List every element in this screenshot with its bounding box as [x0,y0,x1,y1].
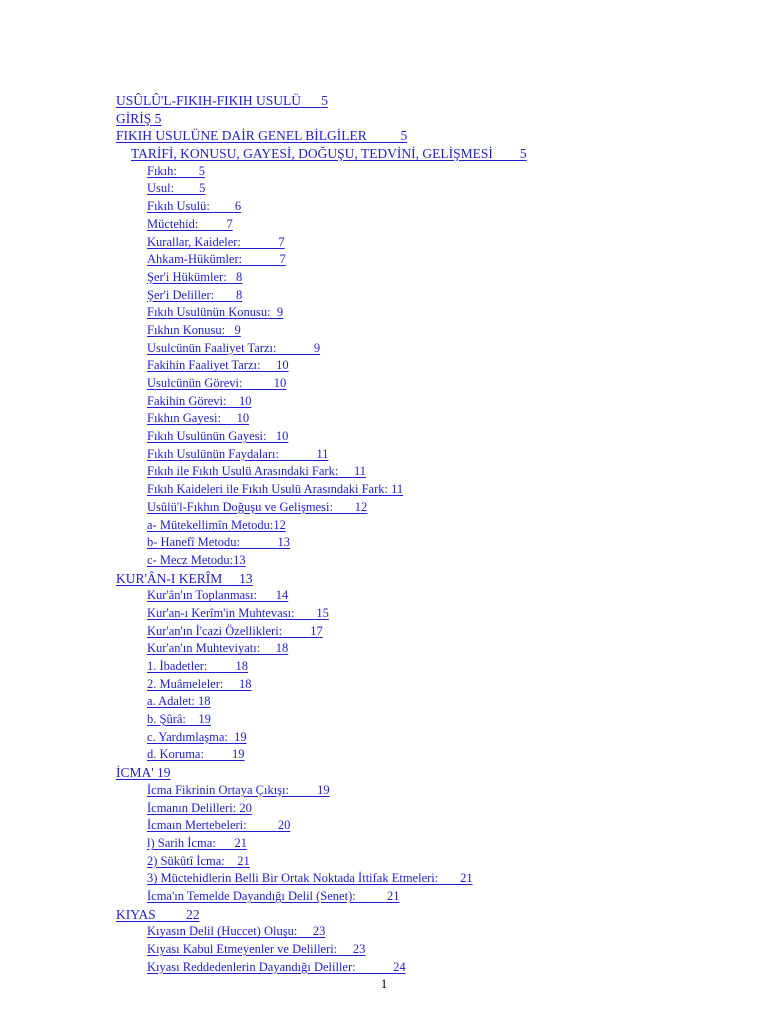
toc-link[interactable]: Fıkıh ile Fıkıh Usulü Arasındaki Fark: 11 [147,464,366,479]
toc-link[interactable]: TARİFİ, KONUSU, GAYESİ, DOĞUŞU, TEDVİNİ, GELİŞMESİ 5 [131,146,527,162]
toc-entry [0,393,768,411]
toc-link[interactable]: İcma Fikrinin Ortaya Çıkışı: 19 [147,782,330,797]
toc-link[interactable]: Fıkhın Konusu: 9 [147,322,241,337]
toc-link[interactable]: 2) Sükûtî İcma: 21 [147,853,250,868]
toc-entry [0,552,768,570]
toc-entry [0,658,768,676]
toc-link[interactable]: a- Mütekellimîn Metodu:12 [147,517,286,532]
toc-link[interactable]: 3) Müctehidlerin Belli Bir Ortak Noktada İttifak Etmeleri: 21 [147,871,473,886]
toc-entry [0,322,768,340]
toc-link[interactable]: GİRİŞ 5 [116,110,162,126]
toc-entry [0,180,768,198]
toc-entry [0,800,768,818]
toc-link[interactable]: Fıkıh Usulünün Konusu: 9 [147,305,284,320]
toc-entry [0,428,768,446]
toc-link[interactable]: Fıkıh Kaideleri ile Fıkıh Usulü Arasındaki Fark: 11 [147,482,404,497]
toc-entry [0,446,768,464]
toc-link[interactable]: c. Yardımlaşma: 19 [147,729,247,744]
toc-entry [0,835,768,853]
toc-link[interactable]: d. Koruma: 19 [147,747,245,762]
toc-entry [0,729,768,747]
toc-entry [0,517,768,535]
toc-link[interactable]: Kurallar, Kaideler: 7 [147,234,285,249]
toc-link[interactable]: Kur'an-ı Kerîm'in Muhtevası: 15 [147,605,329,620]
toc-link[interactable]: KIYAS 22 [116,906,200,922]
toc-entry [0,481,768,499]
toc-link[interactable]: Şer'i Deliller: 8 [147,287,243,302]
toc-entry [0,534,768,552]
toc-link[interactable]: 2. Muâmeleler: 18 [147,676,252,691]
toc-entry [0,145,768,163]
toc-entry [0,853,768,871]
toc-entry [0,269,768,287]
toc-entry [0,623,768,641]
toc-entry [0,410,768,428]
toc-link[interactable]: Fakihin Görevi: 10 [147,393,252,408]
toc-entry [0,127,768,145]
toc-entry [0,640,768,658]
toc-link[interactable]: b. Şûrâ: 19 [147,712,211,727]
toc-entry [0,216,768,234]
toc-link[interactable]: Fakihin Faaliyet Tarzı: 10 [147,358,289,373]
toc-link[interactable]: FIKIH USULÜNE DAİR GENEL BİLGİLER 5 [116,128,408,144]
toc-entry [0,693,768,711]
toc-entry [0,499,768,517]
toc-entry [0,906,768,924]
toc-link[interactable]: Usulcünün Faaliyet Tarzı: 9 [147,340,321,355]
toc-link[interactable]: Fıkıh: 5 [147,163,205,178]
page-number: 1 [380,976,388,991]
toc-link[interactable]: Kıyası Kabul Etmeyenler ve Delilleri: 23 [147,942,366,956]
toc-link[interactable]: Usûlü'l-Fıkhın Doğuşu ve Gelişmesi: 12 [147,499,368,514]
toc-link[interactable]: Fıkıh Usulü: 6 [147,199,242,214]
toc-entry [0,570,768,588]
toc-entry [0,110,768,128]
toc-entry [0,605,768,623]
toc-link[interactable]: İcmaın Mertebeleri: 20 [147,818,291,833]
toc-entry [0,463,768,481]
toc-entry [0,287,768,305]
table-of-contents [0,92,768,976]
toc-entry [0,587,768,605]
toc-entry [0,817,768,835]
toc-link[interactable]: Müctehid: 7 [147,216,233,231]
toc-entry [0,941,768,959]
toc-link[interactable]: İcmanın Delilleri: 20 [147,800,252,815]
toc-link[interactable]: Kur'an'ın Muhteviyatı: 18 [147,641,289,656]
toc-link[interactable]: Kur'ân'ın Toplanması: 14 [147,588,289,603]
toc-entry [0,959,768,977]
toc-link[interactable]: Usul: 5 [147,181,206,196]
toc-entry [0,163,768,181]
toc-link[interactable]: KUR'ÂN-I KERÎM 13 [116,570,253,586]
toc-entry [0,888,768,906]
toc-entry [0,676,768,694]
toc-link[interactable]: 1. İbadetler: 18 [147,659,249,673]
toc-entry [0,92,768,110]
toc-link[interactable]: Fıkıh Usulünün Faydaları: 11 [147,446,329,461]
toc-entry [0,234,768,252]
toc-entry [0,304,768,322]
toc-link[interactable]: b- Hanefî Metodu: 13 [147,535,291,550]
toc-link[interactable]: c- Mecz Metodu:13 [147,552,246,567]
toc-entry [0,357,768,375]
toc-entry [0,764,768,782]
toc-entry [0,782,768,800]
toc-link[interactable]: l) Sarih İcma: 21 [147,835,247,850]
toc-link[interactable]: İCMA' 19 [116,765,171,781]
toc-entry [0,711,768,729]
toc-link[interactable]: Kur'an'ın İ'cazi Özellikleri: 17 [147,623,323,638]
toc-link[interactable]: Şer'i Hükümler: 8 [147,269,243,284]
toc-link[interactable]: Fıkıh Usulünün Gayesi: 10 [147,429,289,444]
toc-entry [0,251,768,269]
toc-link[interactable]: a. Adalet: 18 [147,694,211,709]
toc-link[interactable]: İcma'ın Temelde Dayandığı Delil (Senet): 21 [147,888,400,903]
toc-link[interactable]: Usulcünün Görevi: 10 [147,376,287,390]
toc-entry [0,375,768,393]
toc-entry [0,870,768,888]
toc-entry [0,746,768,764]
toc-entry [0,198,768,216]
toc-link[interactable]: Kıyası Reddedenlerin Dayandığı Deliller: 24 [147,959,406,974]
toc-link[interactable]: Ahkam-Hükümler: 7 [147,252,286,267]
toc-link[interactable]: Kıyasın Delil (Huccet) Oluşu: 23 [147,924,326,939]
toc-link[interactable]: Fıkhın Gayesi: 10 [147,411,250,426]
toc-link[interactable]: USÛLÛ'L-FIKIH-FIKIH USULÜ 5 [116,93,329,108]
toc-entry [0,340,768,358]
toc-entry [0,923,768,941]
